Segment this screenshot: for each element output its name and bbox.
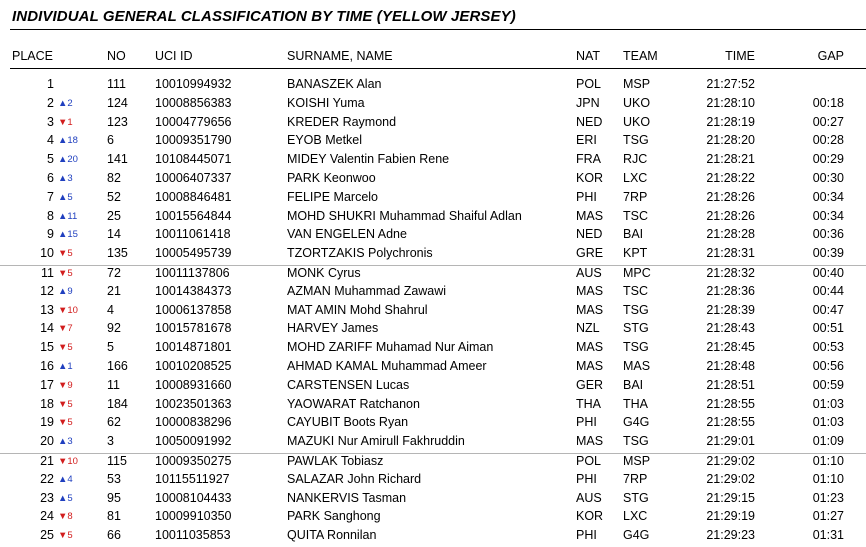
position-change-badge: ▼5: [58, 342, 73, 354]
table-row: [0, 340, 866, 359]
table-row: [0, 133, 866, 152]
rider-number-cell: 123: [107, 114, 128, 129]
uci-id-cell: 10011035853: [155, 528, 231, 543]
time-cell: 21:28:45: [706, 340, 755, 355]
header-uci-id: UCI ID: [155, 49, 193, 63]
rider-name-cell: YAOWARAT Ratchanon: [287, 396, 420, 411]
time-cell: 21:28:26: [706, 208, 755, 223]
team-cell: UKO: [623, 95, 651, 110]
team-cell: MPC: [623, 265, 651, 280]
table-row: [0, 115, 866, 134]
gap-cell: 00:59: [812, 377, 844, 392]
gap-cell: 00:30: [812, 170, 844, 185]
nationality-cell: PHI: [576, 415, 597, 430]
nationality-cell: KOR: [576, 170, 604, 185]
position-change-badge: ▲9: [58, 285, 73, 297]
rider-name-cell: SALAZAR John Richard: [287, 471, 422, 486]
time-cell: 21:27:52: [706, 77, 755, 91]
rider-number-cell: 3: [107, 434, 114, 449]
nationality-cell: JPN: [576, 95, 600, 110]
rider-number-cell: 111: [107, 77, 127, 91]
uci-id-cell: 10115511927: [155, 471, 230, 486]
position-change-badge: ▼10: [58, 304, 78, 316]
position-change-badge: ▼1: [58, 116, 73, 128]
position-change-badge: ▼8: [58, 511, 73, 523]
nationality-cell: AUS: [576, 265, 602, 280]
team-cell: TSG: [623, 302, 649, 317]
rider-number-cell: 82: [107, 170, 121, 185]
gap-cell: 01:10: [812, 453, 844, 468]
rider-number-cell: 66: [107, 528, 121, 543]
rider-name-cell: MAT AMIN Mohd Shahrul: [287, 302, 428, 317]
table-row: [0, 321, 866, 340]
rider-number-cell: 62: [107, 415, 121, 430]
place-cell: 8: [47, 208, 54, 223]
table-row: [0, 509, 866, 528]
position-change-badge: ▲2: [58, 97, 73, 109]
position-change-badge: ▼9: [58, 379, 73, 391]
time-cell: 21:28:39: [706, 302, 755, 317]
place-cell: 12: [40, 283, 54, 298]
rider-name-cell: MAZUKI Nur Amirull Fakhruddin: [287, 434, 465, 449]
uci-id-cell: 10006137858: [155, 302, 232, 317]
position-change-badge: ▲5: [58, 191, 73, 203]
rider-number-cell: 4: [107, 302, 114, 317]
team-cell: TSC: [623, 208, 648, 223]
place-cell: 5: [47, 152, 54, 167]
place-cell: 7: [47, 189, 54, 204]
gap-cell: 00:36: [812, 227, 844, 242]
uci-id-cell: 10014384373: [155, 283, 232, 298]
rider-name-cell: PAWLAK Tobiasz: [287, 453, 384, 468]
time-cell: 21:28:31: [706, 246, 755, 261]
header-team: TEAM: [623, 49, 658, 63]
rider-number-cell: 21: [107, 283, 121, 298]
team-cell: TSC: [623, 283, 648, 298]
nationality-cell: THA: [576, 396, 601, 411]
nationality-cell: PHI: [576, 528, 597, 543]
rider-name-cell: CARSTENSEN Lucas: [287, 377, 410, 392]
classification-table: [0, 77, 866, 547]
nationality-cell: KOR: [576, 509, 604, 524]
nationality-cell: MAS: [576, 302, 604, 317]
team-cell: LXC: [623, 170, 648, 185]
rider-number-cell: 81: [107, 509, 121, 524]
team-cell: LXC: [623, 509, 648, 524]
place-cell: 2: [47, 95, 54, 110]
place-cell: 15: [40, 340, 54, 355]
rider-number-cell: 135: [107, 246, 128, 261]
table-row: [0, 453, 866, 472]
rider-name-cell: MIDEY Valentin Fabien Rene: [287, 152, 450, 167]
rider-name-cell: FELIPE Marcelo: [287, 189, 379, 204]
team-cell: TSG: [623, 133, 649, 148]
rider-number-cell: 115: [107, 453, 127, 468]
rider-name-cell: NANKERVIS Tasman: [287, 490, 407, 505]
page-title: INDIVIDUAL GENERAL CLASSIFICATION BY TIME (YELLOW JERSEY): [12, 8, 516, 25]
gap-cell: 00:27: [812, 114, 844, 129]
team-cell: STG: [623, 490, 649, 505]
place-cell: 19: [40, 415, 54, 430]
rider-name-cell: KREDER Raymond: [287, 114, 397, 129]
place-cell: 25: [40, 528, 54, 543]
uci-id-cell: 10008856383: [155, 95, 232, 110]
table-header: [0, 49, 866, 65]
time-cell: 21:29:02: [706, 453, 755, 468]
nationality-cell: POL: [576, 77, 602, 91]
gap-cell: 01:10: [812, 471, 844, 486]
header-nat: NAT: [576, 49, 601, 63]
table-row: [0, 190, 866, 209]
position-change-badge: ▲4: [58, 473, 73, 485]
uci-id-cell: 10006407337: [155, 170, 232, 185]
place-cell: 24: [40, 509, 54, 524]
uci-id-cell: 10011137806: [155, 265, 230, 280]
table-row: [0, 209, 866, 228]
uci-id-cell: 10005495739: [155, 246, 232, 261]
place-cell: 22: [40, 471, 54, 486]
time-cell: 21:28:32: [706, 265, 755, 280]
rider-name-cell: HARVEY James: [287, 321, 379, 336]
gap-cell: 00:34: [812, 208, 844, 223]
position-change-badge: ▲1: [58, 360, 73, 372]
table-row: [0, 415, 866, 434]
team-cell: MSP: [623, 453, 651, 468]
position-change-badge: ▲11: [58, 210, 78, 222]
position-change-badge: ▼5: [58, 398, 73, 410]
gap-cell: 00:40: [812, 265, 844, 280]
uci-id-cell: 10008104433: [155, 490, 232, 505]
uci-id-cell: 10015564844: [155, 208, 232, 223]
table-row: [0, 265, 866, 284]
gap-cell: 01:27: [812, 509, 844, 524]
team-cell: MSP: [623, 77, 651, 91]
nationality-cell: PHI: [576, 189, 597, 204]
place-cell: 6: [47, 170, 54, 185]
rider-name-cell: TZORTZAKIS Polychronis: [287, 246, 433, 261]
uci-id-cell: 10108445071: [155, 152, 232, 167]
time-cell: 21:29:15: [706, 490, 755, 505]
uci-id-cell: 10009351790: [155, 133, 232, 148]
gap-cell: 00:56: [812, 358, 844, 373]
rider-name-cell: VAN ENGELEN Adne: [287, 227, 407, 242]
uci-id-cell: 10010208525: [155, 358, 232, 373]
header-place: PLACE: [12, 49, 53, 63]
time-cell: 21:28:26: [706, 189, 755, 204]
place-cell: 16: [40, 358, 54, 373]
place-cell: 21: [40, 453, 54, 468]
table-row: [0, 152, 866, 171]
team-cell: TSG: [623, 340, 649, 355]
rider-name-cell: MOHD ZARIFF Muhamad Nur Aiman: [287, 340, 494, 355]
nationality-cell: MAS: [576, 340, 604, 355]
rider-number-cell: 72: [107, 265, 121, 280]
gap-cell: 00:44: [812, 283, 844, 298]
rider-number-cell: 53: [107, 471, 121, 486]
rider-name-cell: PARK Keonwoo: [287, 170, 376, 185]
position-change-badge: ▲3: [58, 172, 73, 184]
rider-number-cell: 6: [107, 133, 114, 148]
time-cell: 21:28:10: [706, 95, 755, 110]
place-cell: 3: [47, 114, 54, 129]
table-row: [0, 472, 866, 491]
uci-id-cell: 10008846481: [155, 189, 232, 204]
time-cell: 21:29:02: [706, 471, 755, 486]
team-cell: THA: [623, 396, 648, 411]
gap-cell: 00:29: [812, 152, 844, 167]
uci-id-cell: 10004779656: [155, 114, 232, 129]
time-cell: 21:28:43: [706, 321, 755, 336]
rider-number-cell: 5: [107, 340, 114, 355]
rider-number-cell: 184: [107, 396, 128, 411]
time-cell: 21:28:48: [706, 358, 755, 373]
table-row: [0, 303, 866, 322]
uci-id-cell: 10050091992: [155, 434, 232, 449]
nationality-cell: PHI: [576, 471, 597, 486]
rider-name-cell: EYOB Metkel: [287, 133, 363, 148]
time-cell: 21:28:55: [706, 396, 755, 411]
position-change-badge: ▼5: [58, 417, 73, 429]
rider-number-cell: 166: [107, 358, 128, 373]
time-cell: 21:29:19: [706, 509, 755, 524]
time-cell: 21:28:20: [706, 133, 755, 148]
rider-number-cell: 95: [107, 490, 121, 505]
gap-cell: 00:47: [812, 302, 844, 317]
table-row: [0, 378, 866, 397]
team-cell: G4G: [623, 528, 650, 543]
rider-name-cell: BANASZEK Alan: [287, 77, 382, 91]
team-cell: STG: [623, 321, 649, 336]
title-divider: [10, 29, 866, 30]
time-cell: 21:28:19: [706, 114, 755, 129]
place-cell: 13: [40, 302, 54, 317]
table-row: [0, 397, 866, 416]
place-cell: 4: [47, 133, 54, 148]
uci-id-cell: 10010994932: [155, 77, 232, 91]
place-cell: 18: [40, 396, 54, 411]
table-row: [0, 227, 866, 246]
team-cell: BAI: [623, 227, 644, 242]
header-gap: GAP: [817, 49, 844, 63]
uci-id-cell: 10009350275: [155, 453, 232, 468]
gap-cell: 00:39: [812, 246, 844, 261]
position-change-badge: ▼5: [58, 248, 73, 260]
nationality-cell: ERI: [576, 133, 597, 148]
team-cell: TSG: [623, 434, 649, 449]
nationality-cell: GRE: [576, 246, 604, 261]
gap-cell: 00:51: [812, 321, 844, 336]
nationality-cell: NZL: [576, 321, 600, 336]
nationality-cell: AUS: [576, 490, 602, 505]
table-row: [0, 96, 866, 115]
uci-id-cell: 10008931660: [155, 377, 232, 392]
rider-number-cell: 14: [107, 227, 121, 242]
table-row: [0, 491, 866, 510]
nationality-cell: MAS: [576, 208, 604, 223]
uci-id-cell: 10000838296: [155, 415, 232, 430]
position-change-badge: ▲5: [58, 492, 73, 504]
nationality-cell: NED: [576, 227, 603, 242]
position-change-badge: ▲3: [58, 436, 73, 448]
nationality-cell: MAS: [576, 358, 604, 373]
rider-number-cell: 25: [107, 208, 121, 223]
place-cell: 23: [40, 490, 54, 505]
gap-cell: 01:03: [812, 415, 844, 430]
header-divider: [10, 68, 866, 69]
position-change-badge: ▲20: [58, 154, 78, 166]
table-row: [0, 246, 866, 265]
time-cell: 21:29:01: [706, 434, 755, 449]
nationality-cell: NED: [576, 114, 603, 129]
nationality-cell: MAS: [576, 283, 604, 298]
team-cell: BAI: [623, 377, 644, 392]
gap-cell: 00:53: [812, 340, 844, 355]
uci-id-cell: 10014871801: [155, 340, 232, 355]
team-cell: KPT: [623, 246, 648, 261]
team-cell: 7RP: [623, 189, 648, 204]
rider-name-cell: KOISHI Yuma: [287, 95, 365, 110]
gap-cell: 01:23: [812, 490, 844, 505]
rider-name-cell: AZMAN Muhammad Zawawi: [287, 283, 447, 298]
time-cell: 21:28:36: [706, 283, 755, 298]
place-cell: 10: [40, 246, 54, 261]
header-surname-name: SURNAME, NAME: [287, 49, 393, 63]
uci-id-cell: 10015781678: [155, 321, 232, 336]
nationality-cell: FRA: [576, 152, 601, 167]
nationality-cell: MAS: [576, 434, 604, 449]
nationality-cell: POL: [576, 453, 602, 468]
table-row: [0, 284, 866, 303]
uci-id-cell: 10011061418: [155, 227, 231, 242]
time-cell: 21:28:51: [706, 377, 755, 392]
table-row: [0, 359, 866, 378]
position-change-badge: ▲18: [58, 135, 78, 147]
position-change-badge: ▼5: [58, 530, 73, 542]
team-cell: UKO: [623, 114, 651, 129]
table-row: [0, 171, 866, 190]
table-row: [0, 77, 866, 96]
team-cell: 7RP: [623, 471, 648, 486]
gap-cell: 00:34: [812, 189, 844, 204]
table-row: [0, 528, 866, 547]
place-cell: 11: [41, 265, 54, 280]
rider-number-cell: 11: [107, 377, 120, 392]
gap-cell: 00:18: [812, 95, 844, 110]
rider-number-cell: 124: [107, 95, 128, 110]
gap-cell: 01:09: [812, 434, 844, 449]
rider-number-cell: 141: [107, 152, 128, 167]
position-change-badge: ▲15: [58, 229, 78, 241]
rider-name-cell: MOHD SHUKRI Muhammad Shaiful Adlan: [287, 208, 522, 223]
rider-name-cell: MONK Cyrus: [287, 265, 361, 280]
time-cell: 21:28:21: [706, 152, 755, 167]
uci-id-cell: 10023501363: [155, 396, 232, 411]
place-cell: 17: [40, 377, 54, 392]
team-cell: MAS: [623, 358, 651, 373]
position-change-badge: ▼7: [58, 323, 73, 335]
time-cell: 21:28:55: [706, 415, 755, 430]
position-change-badge: ▼10: [58, 455, 78, 467]
team-cell: G4G: [623, 415, 650, 430]
position-change-badge: ▼5: [58, 267, 73, 279]
nationality-cell: GER: [576, 377, 604, 392]
place-cell: 14: [40, 321, 54, 336]
time-cell: 21:28:28: [706, 227, 755, 242]
rider-number-cell: 52: [107, 189, 121, 204]
place-cell: 20: [40, 434, 54, 449]
gap-cell: 00:28: [812, 133, 844, 148]
table-row: [0, 434, 866, 453]
rider-name-cell: PARK Sanghong: [287, 509, 381, 524]
team-cell: RJC: [623, 152, 648, 167]
gap-cell: 01:31: [812, 528, 844, 543]
gap-cell: 01:03: [812, 396, 844, 411]
header-time: TIME: [725, 49, 755, 63]
place-cell: 9: [47, 227, 54, 242]
place-cell: 1: [47, 77, 54, 91]
rider-name-cell: CAYUBIT Boots Ryan: [287, 415, 409, 430]
rider-name-cell: QUITA Ronnilan: [287, 528, 377, 543]
uci-id-cell: 10009910350: [155, 509, 232, 524]
rider-number-cell: 92: [107, 321, 121, 336]
header-no: NO: [107, 49, 126, 63]
rider-name-cell: AHMAD KAMAL Muhammad Ameer: [287, 358, 487, 373]
time-cell: 21:28:22: [706, 170, 755, 185]
time-cell: 21:29:23: [706, 528, 755, 543]
